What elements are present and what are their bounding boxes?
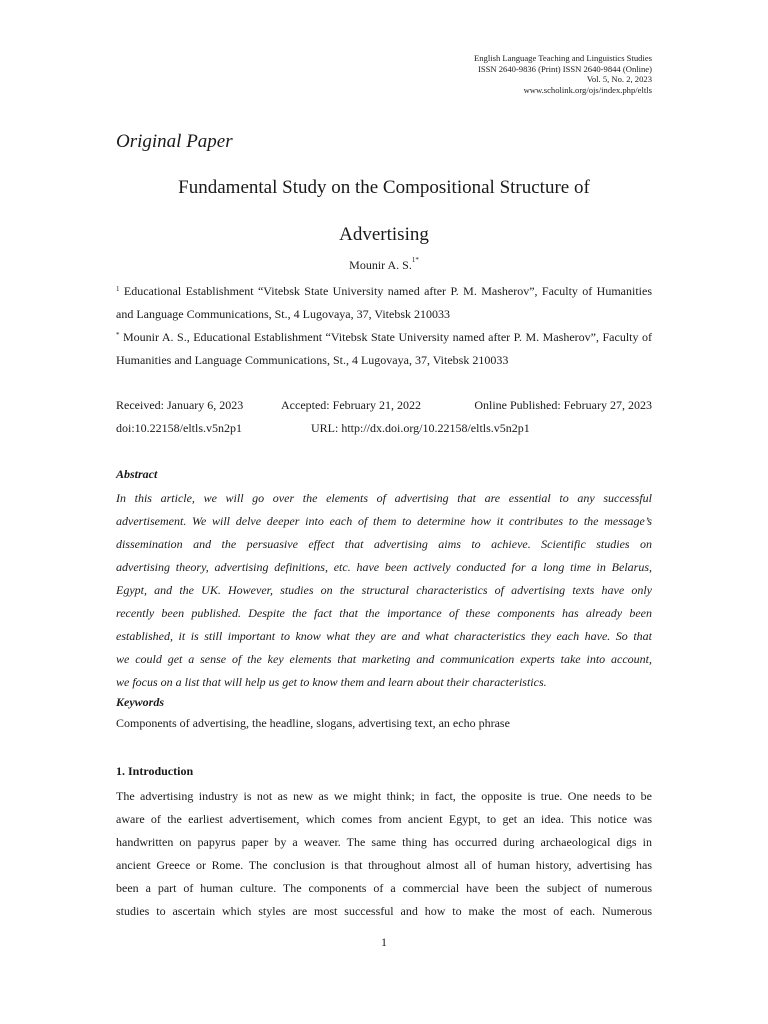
- body-line: been a part of human culture. The components of a commercial have been the subject of numerous: [116, 881, 652, 895]
- abstract-line: recently been published. Despite the fact that the importance of these components has already been: [116, 606, 652, 620]
- keywords-text: Components of advertising, the headline, slogans, advertising text, an echo phrase: [116, 716, 510, 730]
- abstract-line: dissemination and the persuasive effect that advertising aims to achieve. Scientific studies on: [116, 537, 652, 551]
- published-date: Online Published: February 27, 2023: [474, 398, 652, 412]
- abstract-text: [116, 487, 652, 694]
- paper-type: Original Paper: [116, 131, 233, 152]
- body-line: handwritten on papyrus paper by a weaver. The same thing has occurred during archaeological digs in: [116, 835, 652, 849]
- journal-url: www.scholink.org/ojs/index.php/eltls: [523, 84, 652, 95]
- journal-volume: Vol. 5, No. 2, 2023: [586, 74, 652, 85]
- body-line: aware of the earliest advertisement, which comes from ancient Egypt, to get an idea. This notice was: [116, 812, 652, 826]
- abstract-line: advertisement. We will delve deeper into each of them to determine how it contributes to the message’s: [116, 514, 652, 528]
- doi: doi:10.22158/eltls.v5n2p1: [116, 421, 242, 435]
- abstract-line: we focus on a list that will help us get to know them and learn about their characteristics.: [116, 675, 547, 689]
- abstract-line: In this article, we will go over the elements of advertising that are essential to any successful: [116, 491, 652, 505]
- abstract-line: we could get a sense of the key elements that marketing and communication experts take into account,: [116, 652, 652, 666]
- accepted-date: Accepted: February 21, 2022: [281, 398, 421, 412]
- abstract-heading: Abstract: [116, 467, 158, 481]
- affiliation-mark: *: [116, 331, 120, 339]
- abstract-line: established, it is still important to know what they are and what characteristics they each have. So that: [116, 629, 652, 643]
- abstract-line: advertising theory, advertising definitions, etc. have been actively conducted for a long time in Belarus,: [116, 560, 652, 574]
- journal-issn: ISSN 2640-9836 (Print) ISSN 2640-9844 (Online): [477, 63, 652, 74]
- affiliation-text: Mounir A. S., Educational Establishment “Vitebsk State University named after P. M. Masherov”, Faculty of Humanities and Language Communications, St., 4 Lugovaya, 37, Vitebsk 210033: [116, 330, 653, 367]
- affiliation-mark: 1: [116, 285, 120, 293]
- journal-header: [474, 53, 652, 95]
- body-line: studies to ascertain which styles are most successful and how to make the most of each. Numerous: [116, 904, 652, 918]
- journal-name: English Language Teaching and Linguistics Studies: [473, 53, 652, 63]
- paper-title-line-1: Fundamental Study on the Compositional Structure of: [178, 177, 590, 198]
- abstract-line: Egypt, and the UK. However, studies on the structural characteristics of advertising texts have only: [116, 583, 652, 597]
- received-date: Received: January 6, 2023: [116, 398, 244, 412]
- body-line: ancient Greece or Rome. The conclusion is that throughout almost all of human history, advertising has: [116, 858, 652, 872]
- doi-url[interactable]: URL: http://dx.doi.org/10.22158/eltls.v5n2p1: [311, 421, 530, 435]
- paper-title-line-2: Advertising: [339, 224, 429, 245]
- affiliation-corresponding: [116, 326, 652, 372]
- author-line: [116, 258, 652, 273]
- author-marks: 1*: [411, 256, 419, 264]
- keywords-heading: Keywords: [116, 695, 164, 709]
- body-line: The advertising industry is not as new as we might think; in fact, the opposite is true. One needs to be: [116, 789, 652, 803]
- section-heading-introduction: 1. Introduction: [116, 764, 194, 778]
- author-name: Mounir A. S.: [349, 258, 412, 272]
- affiliation-1: [116, 280, 652, 326]
- introduction-text: [116, 785, 652, 923]
- affiliation-text: Educational Establishment “Vitebsk State University named after P. M. Masherov”, Faculty of Humanities and Language Communications, St., 4 Lugovaya, 37, Vitebsk 210033: [116, 284, 653, 321]
- page-number: 1: [381, 935, 387, 949]
